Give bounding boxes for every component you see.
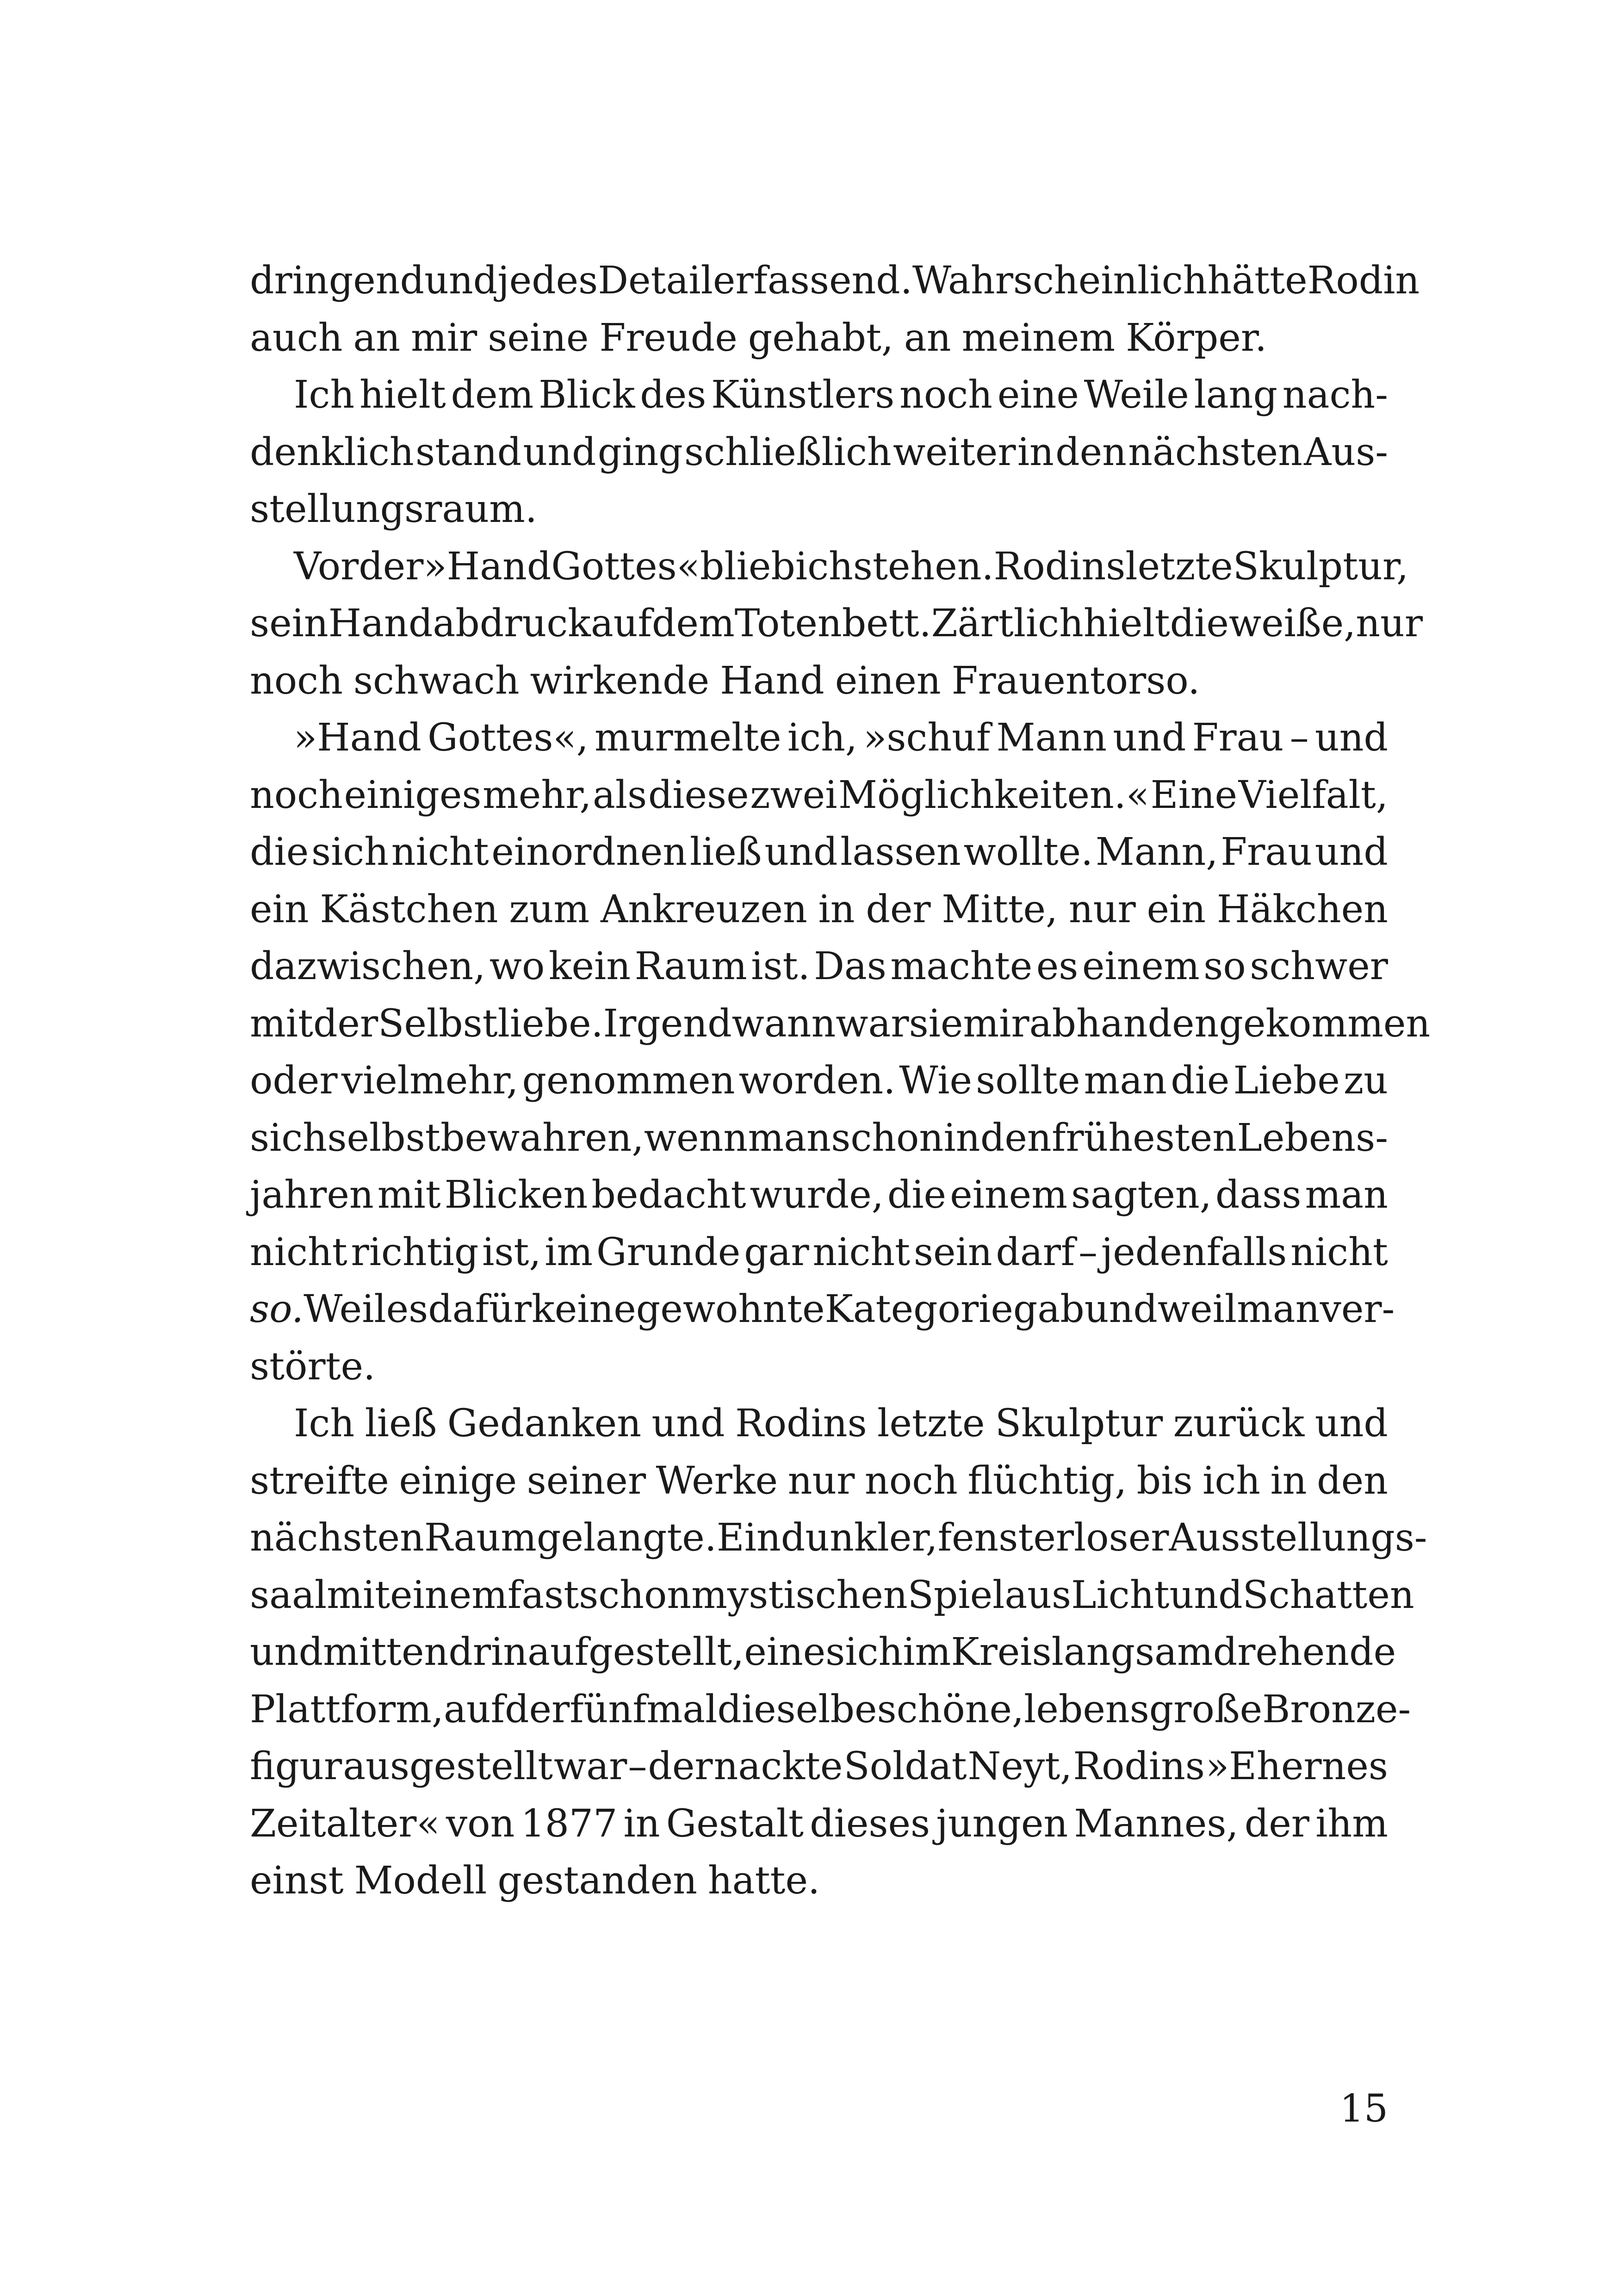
paragraph xyxy=(250,1395,1427,1910)
paragraph xyxy=(250,366,1388,538)
text-line: einst Modell gestanden hatte. xyxy=(250,1859,820,1903)
text-line: die sich nicht einordnen ließ und lassen wollte. Mann, Frau und xyxy=(250,830,1388,874)
text-line: »Hand Gottes«, murmelte ich, »schuf Mann und Frau – und xyxy=(294,716,1388,760)
paragraph xyxy=(250,252,1420,366)
text-line: so. Weil es dafür keine gewohnte Kategorie gab und weil man ver- xyxy=(250,1287,1395,1331)
text-line: sich selbst bewahren, wenn man schon in den frühesten Lebens- xyxy=(250,1116,1388,1160)
text-line: Ich ließ Gedanken und Rodins letzte Skulptur zurück und xyxy=(294,1402,1388,1446)
text-line: Vor der »Hand Gottes« blieb ich stehen. Rodins letzte Skulptur, xyxy=(294,544,1409,589)
text-line: saal mit einem fast schon mystischen Spiel aus Licht und Schatten xyxy=(250,1573,1414,1617)
text-line: dringend und jedes Detail erfassend. Wahrscheinlich hätte Rodin xyxy=(250,259,1420,303)
text-line: nächsten Raum gelangte. Ein dunkler, fensterloser Ausstellungs- xyxy=(250,1516,1427,1560)
text-line: noch einiges mehr, als diese zwei Möglichkeiten.« Eine Vielfalt, xyxy=(250,773,1388,817)
text-line: dazwischen, wo kein Raum ist. Das machte es einem so schwer xyxy=(250,944,1388,988)
text-line: sein Handabdruck auf dem Totenbett. Zärtlich hielt die weiße, nur xyxy=(250,602,1423,645)
text-line: Ich hielt dem Blick des Künstlers noch eine Weile lang nach- xyxy=(294,373,1388,417)
body-text xyxy=(250,252,1431,1910)
paragraph xyxy=(250,538,1423,710)
text-line: jahren mit Blicken bedacht wurde, die einem sagten, dass man xyxy=(250,1173,1388,1217)
text-line: ein Kästchen zum Ankreuzen in der Mitte, nur ein Häkchen xyxy=(250,887,1388,931)
text-line: störte. xyxy=(250,1344,376,1389)
text-line: nicht richtig ist, im Grunde gar nicht sein darf – jedenfalls nicht xyxy=(250,1230,1388,1274)
paragraph xyxy=(250,709,1431,1395)
text-line: Plattform, auf der fünfmal dieselbe schöne, lebensgroße Bronze- xyxy=(250,1687,1411,1731)
text-line: stellungsraum. xyxy=(250,487,537,531)
text-line: streifte einige seiner Werke nur noch flüchtig, bis ich in den xyxy=(250,1458,1388,1503)
text-line: figur ausgestellt war – der nackte Soldat Neyt, Rodins »Ehernes xyxy=(250,1744,1388,1788)
text-line: Zeitalter« von 1877 in Gestalt dieses jungen Mannes, der ihm xyxy=(250,1801,1388,1846)
text-line: und mittendrin aufgestellt, eine sich im Kreis langsam drehende xyxy=(250,1630,1396,1674)
text-line: oder vielmehr, genommen worden. Wie sollte man die Liebe zu xyxy=(250,1059,1388,1103)
text-line: noch schwach wirkende Hand einen Frauentorso. xyxy=(250,658,1200,703)
text-line: mit der Selbstliebe. Irgendwann war sie mir abhandengekommen xyxy=(250,1001,1431,1046)
page-number: 15 xyxy=(1339,2087,1388,2131)
text-line: denklich stand und ging schließlich weiter in den nächsten Aus- xyxy=(250,430,1388,474)
text-line: auch an mir seine Freude gehabt, an meinem Körper. xyxy=(250,316,1267,360)
